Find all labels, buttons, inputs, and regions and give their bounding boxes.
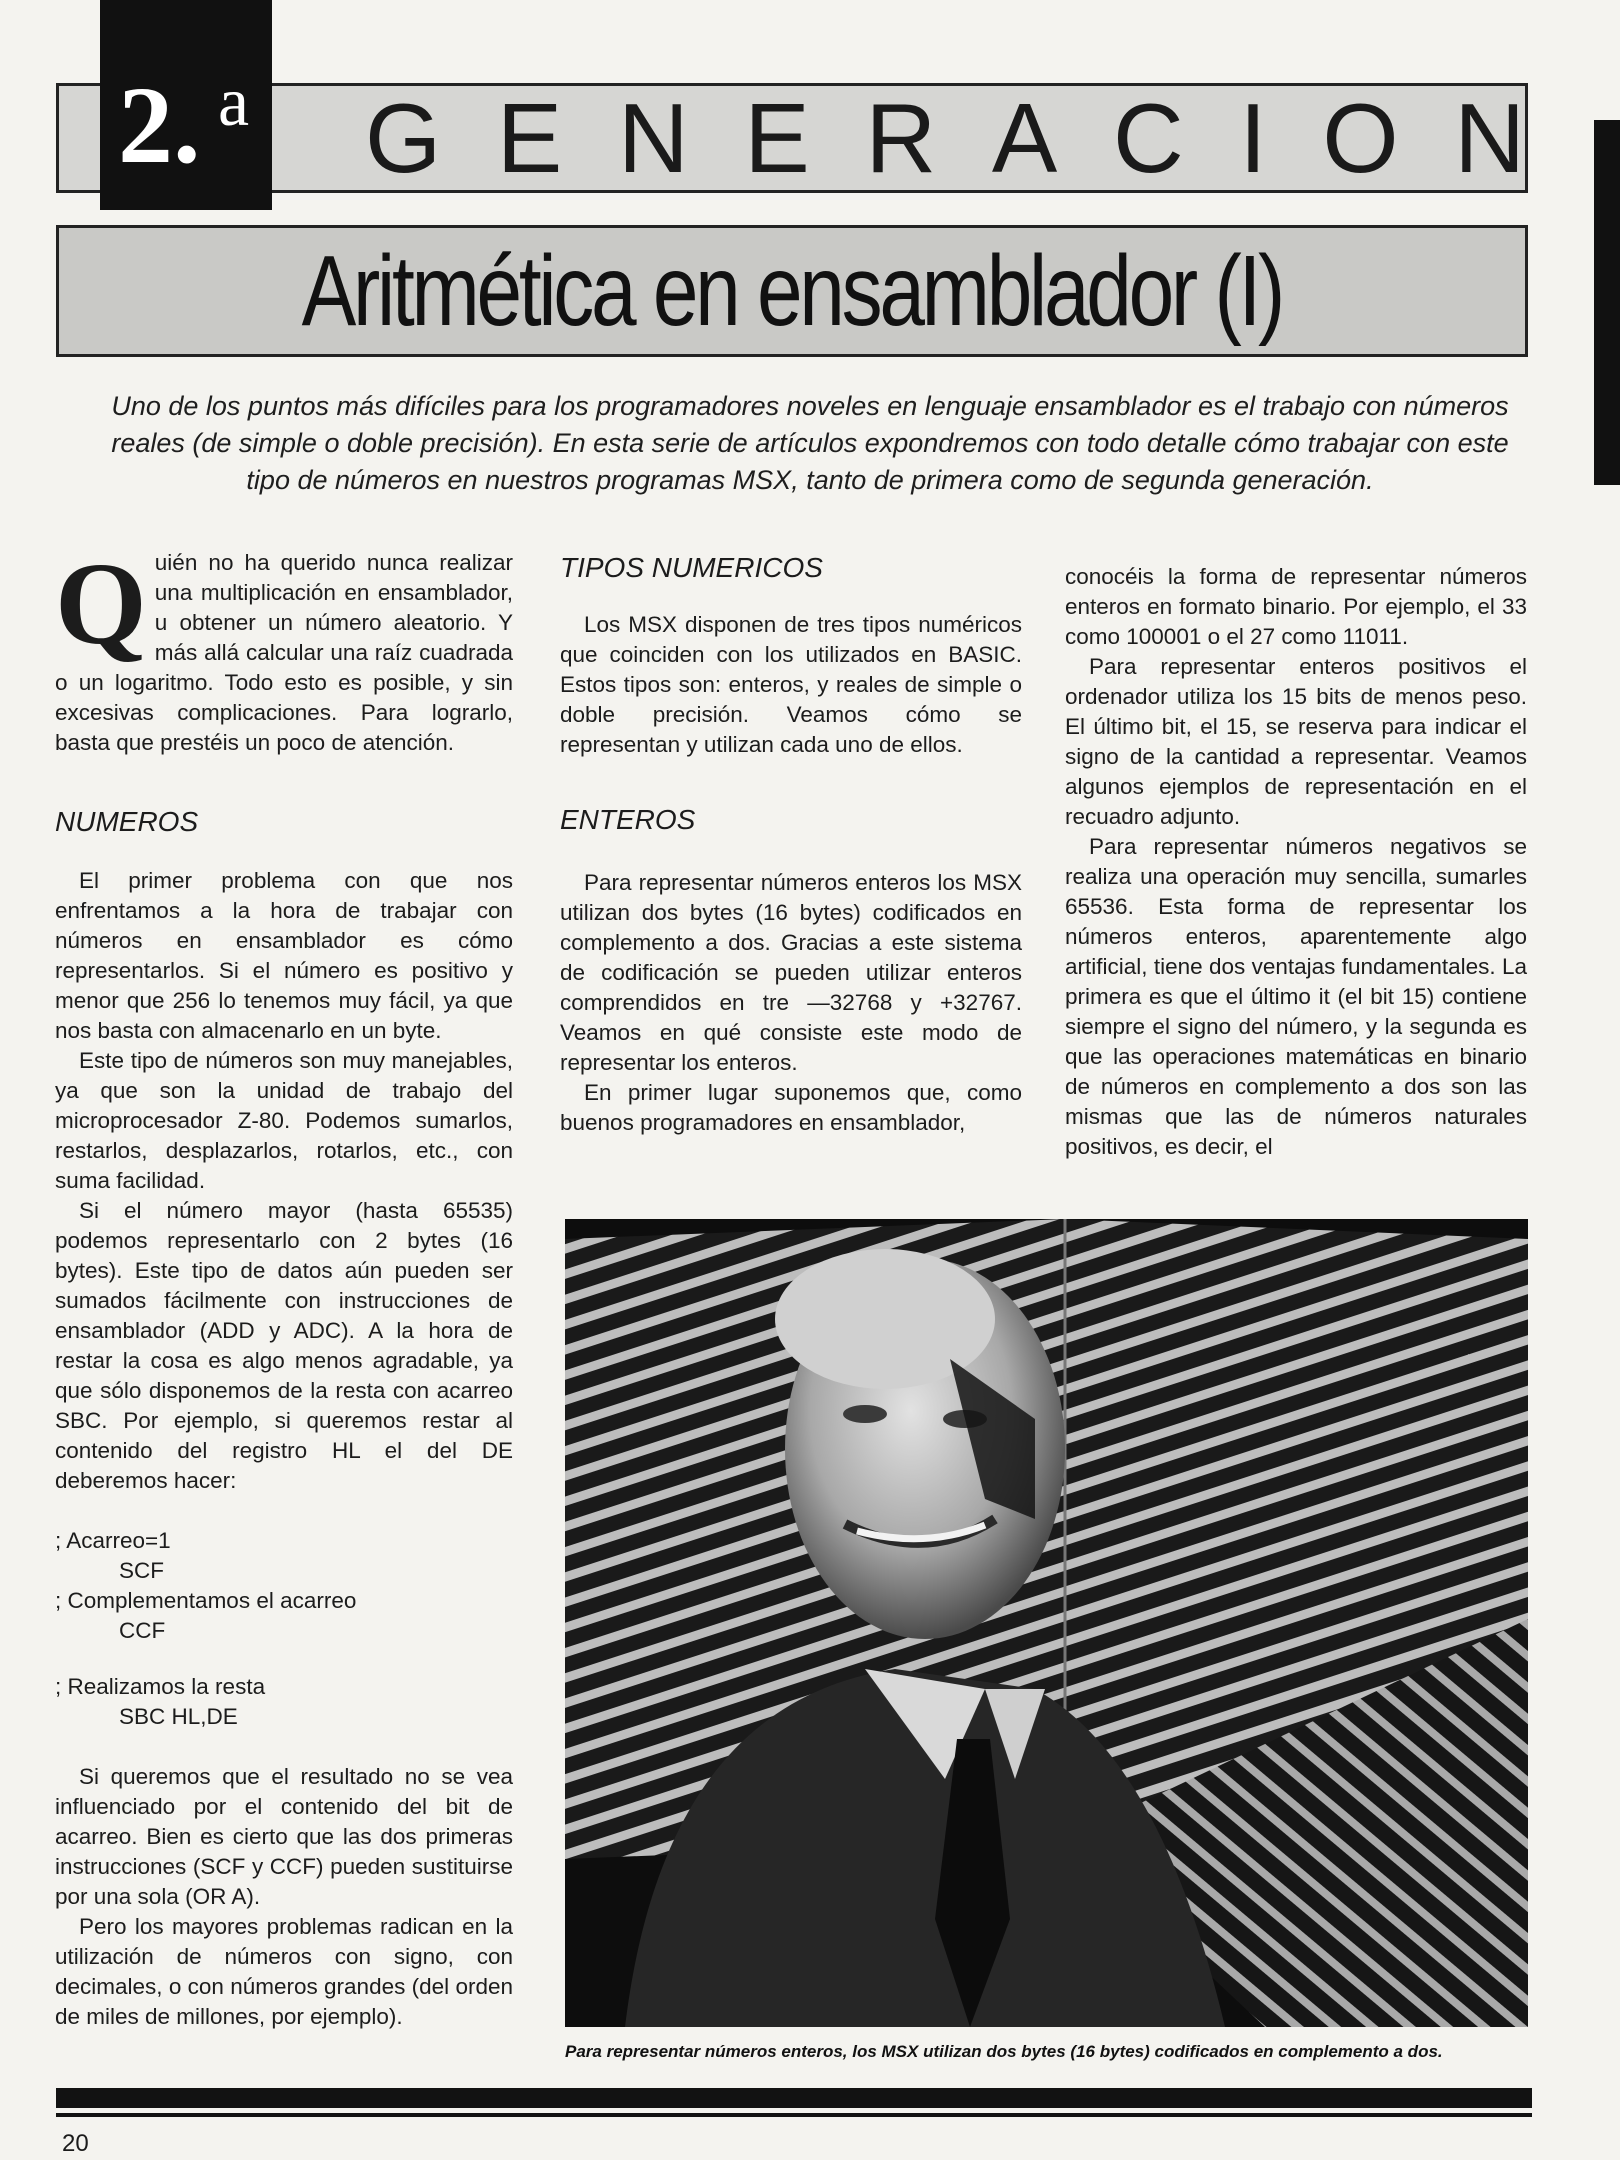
paragraph: El primer problema con que nos enfrentamos a la hora de trabajar con números en ensamblador es cómo representarlos. Si el número es positivo y menor que 256 lo tenemos muy fácil, ya que nos basta con almacenarlo en un byte.	[55, 868, 513, 1043]
photo-illustration	[565, 1219, 1528, 2027]
heading-enteros: ENTEROS	[560, 804, 696, 835]
code-line: ; Acarreo=1	[55, 1528, 171, 1553]
code-line: SCF	[119, 1558, 164, 1583]
section-letter: E	[496, 82, 563, 193]
edge-marker	[1594, 120, 1620, 485]
opening-text: uién no ha querido nunca realizar una multiplicación en ensamblador, u obtener un número aleatorio. Y más allá calcular una raíz cuadrada o un logaritmo. Todo esto es posible, y sin excesivas complicaciones. Para lograrlo, basta que prestéis un poco de atención.	[55, 550, 513, 755]
intro-paragraph: Uno de los puntos más difíciles para los programadores noveles en lenguaje ensamblador es el trabajo con números reales (de simple o doble precisión). En esta serie de artículos expondremos con todo detalle cómo trabajar con este tipo de números en nuestros programas MSX, tanto de primera como de segunda generación.	[111, 391, 1509, 495]
article-title: Aritmética en ensamblador (I)	[301, 234, 1283, 347]
issue-badge	[100, 0, 272, 210]
paragraph: Pero los mayores problemas radican en la utilización de números con signo, con decimales, o con números grandes (del orden de miles de millones, por ejemplo).	[55, 1914, 513, 2029]
section-letter: R	[865, 82, 937, 193]
paragraph: Para representar números negativos se realiza una operación muy sencilla, sumarles 65536. Esta forma de representar los números enteros, aparentemente algo artificial, tiene dos ventajas fundamentales. La primera es que el último it (el bit 15) contiene siempre el signo del número, y la segunda es que las operaciones matemáticas en binario de números en complemento a dos son las mismas que las de números naturales positivos, es decir, el	[1065, 834, 1527, 1159]
article-photo	[565, 1219, 1528, 2027]
code-line: ; Complementamos el acarreo	[55, 1588, 357, 1613]
code-line: CCF	[119, 1618, 166, 1643]
paragraph: Para representar números enteros los MSX utilizan dos bytes (16 bytes) codificados en complemento a dos. Gracias a este sistema de codificación se pueden utilizar enteros comprendidos en tre —32768 y +32767. Veamos en qué consiste este modo de representar los enteros.	[560, 870, 1022, 1075]
section-letter: E	[744, 82, 810, 193]
opening-paragraph	[55, 538, 513, 758]
section-letter: G	[365, 82, 442, 193]
section-letter: C	[1112, 82, 1184, 193]
paragraph: conocéis la forma de representar números enteros en formato binario. Por ejemplo, el 33 como 100001 o el 27 como 11011.	[1065, 564, 1527, 649]
page-number: 20	[62, 2130, 89, 2157]
code-block	[55, 1526, 513, 1732]
paragraph: Para representar enteros positivos el ordenador utiliza los 15 bits de menos peso. El último bit, el 15, se reserva para indicar el signo de la cantidad a representar. Veamos algunos ejemplos de representación en el recuadro adjunto.	[1065, 654, 1527, 829]
code-line: ; Realizamos la resta	[55, 1674, 266, 1699]
footer-rule	[56, 2088, 1532, 2108]
drop-cap: Q	[55, 538, 147, 669]
footer-rule-thin	[56, 2113, 1532, 2117]
paragraph: Si el número mayor (hasta 65535) podemos representarlo con 2 bytes (16 bytes). Este tipo de datos aún pueden ser sumados fácilmente con instrucciones de ensamblador (ADD y ADC). A la hora de restar la cosa es algo menos agradable, ya que sólo disponemos de la resta con acarreo SBC. Por ejemplo, si queremos restar al contenido del registro HL el del DE deberemos hacer:	[55, 1198, 513, 1493]
section-letter: O	[1322, 82, 1399, 193]
issue-number: 2.	[118, 64, 201, 186]
paragraph: Los MSX disponen de tres tipos numéricos que coinciden con los utilizados en BASIC. Estos tipos son: enteros, y reales de simple o doble precisión. Veamos cómo se representan y utilizan cada uno de ellos.	[560, 612, 1022, 757]
section-letter: A	[991, 82, 1058, 193]
column-3	[1065, 562, 1527, 1162]
column-1	[55, 538, 513, 2032]
section-letter: N	[617, 82, 689, 193]
section-title	[365, 82, 1525, 193]
paragraph: Si queremos que el resultado no se vea influenciado por el contenido del bit de acarreo. Bien es cierto que las dos primeras instrucciones (SCF y CCF) pueden sustituirse por una sola (OR A).	[55, 1764, 513, 1909]
heading-numeros: NUMEROS	[55, 806, 199, 837]
paragraph: En primer lugar suponemos que, como buenos programadores en ensamblador,	[560, 1080, 1022, 1135]
issue-suffix: a	[218, 64, 250, 141]
section-letter: N	[1454, 82, 1525, 193]
section-letter: I	[1239, 82, 1267, 193]
photo-caption: Para representar números enteros, los MSX utilizan dos bytes (16 bytes) codificados en complemento a dos.	[565, 2042, 1443, 2061]
heading-tipos-numericos: TIPOS NUMERICOS	[560, 552, 823, 583]
title-band	[56, 225, 1528, 357]
code-line: SBC HL,DE	[119, 1704, 238, 1729]
paragraph: Este tipo de números son muy manejables, ya que son la unidad de trabajo del microprocesador Z-80. Podemos sumarlos, restarlos, desplazarlos, rotarlos, etc., con suma facilidad.	[55, 1048, 513, 1193]
column-2	[560, 550, 1022, 1138]
